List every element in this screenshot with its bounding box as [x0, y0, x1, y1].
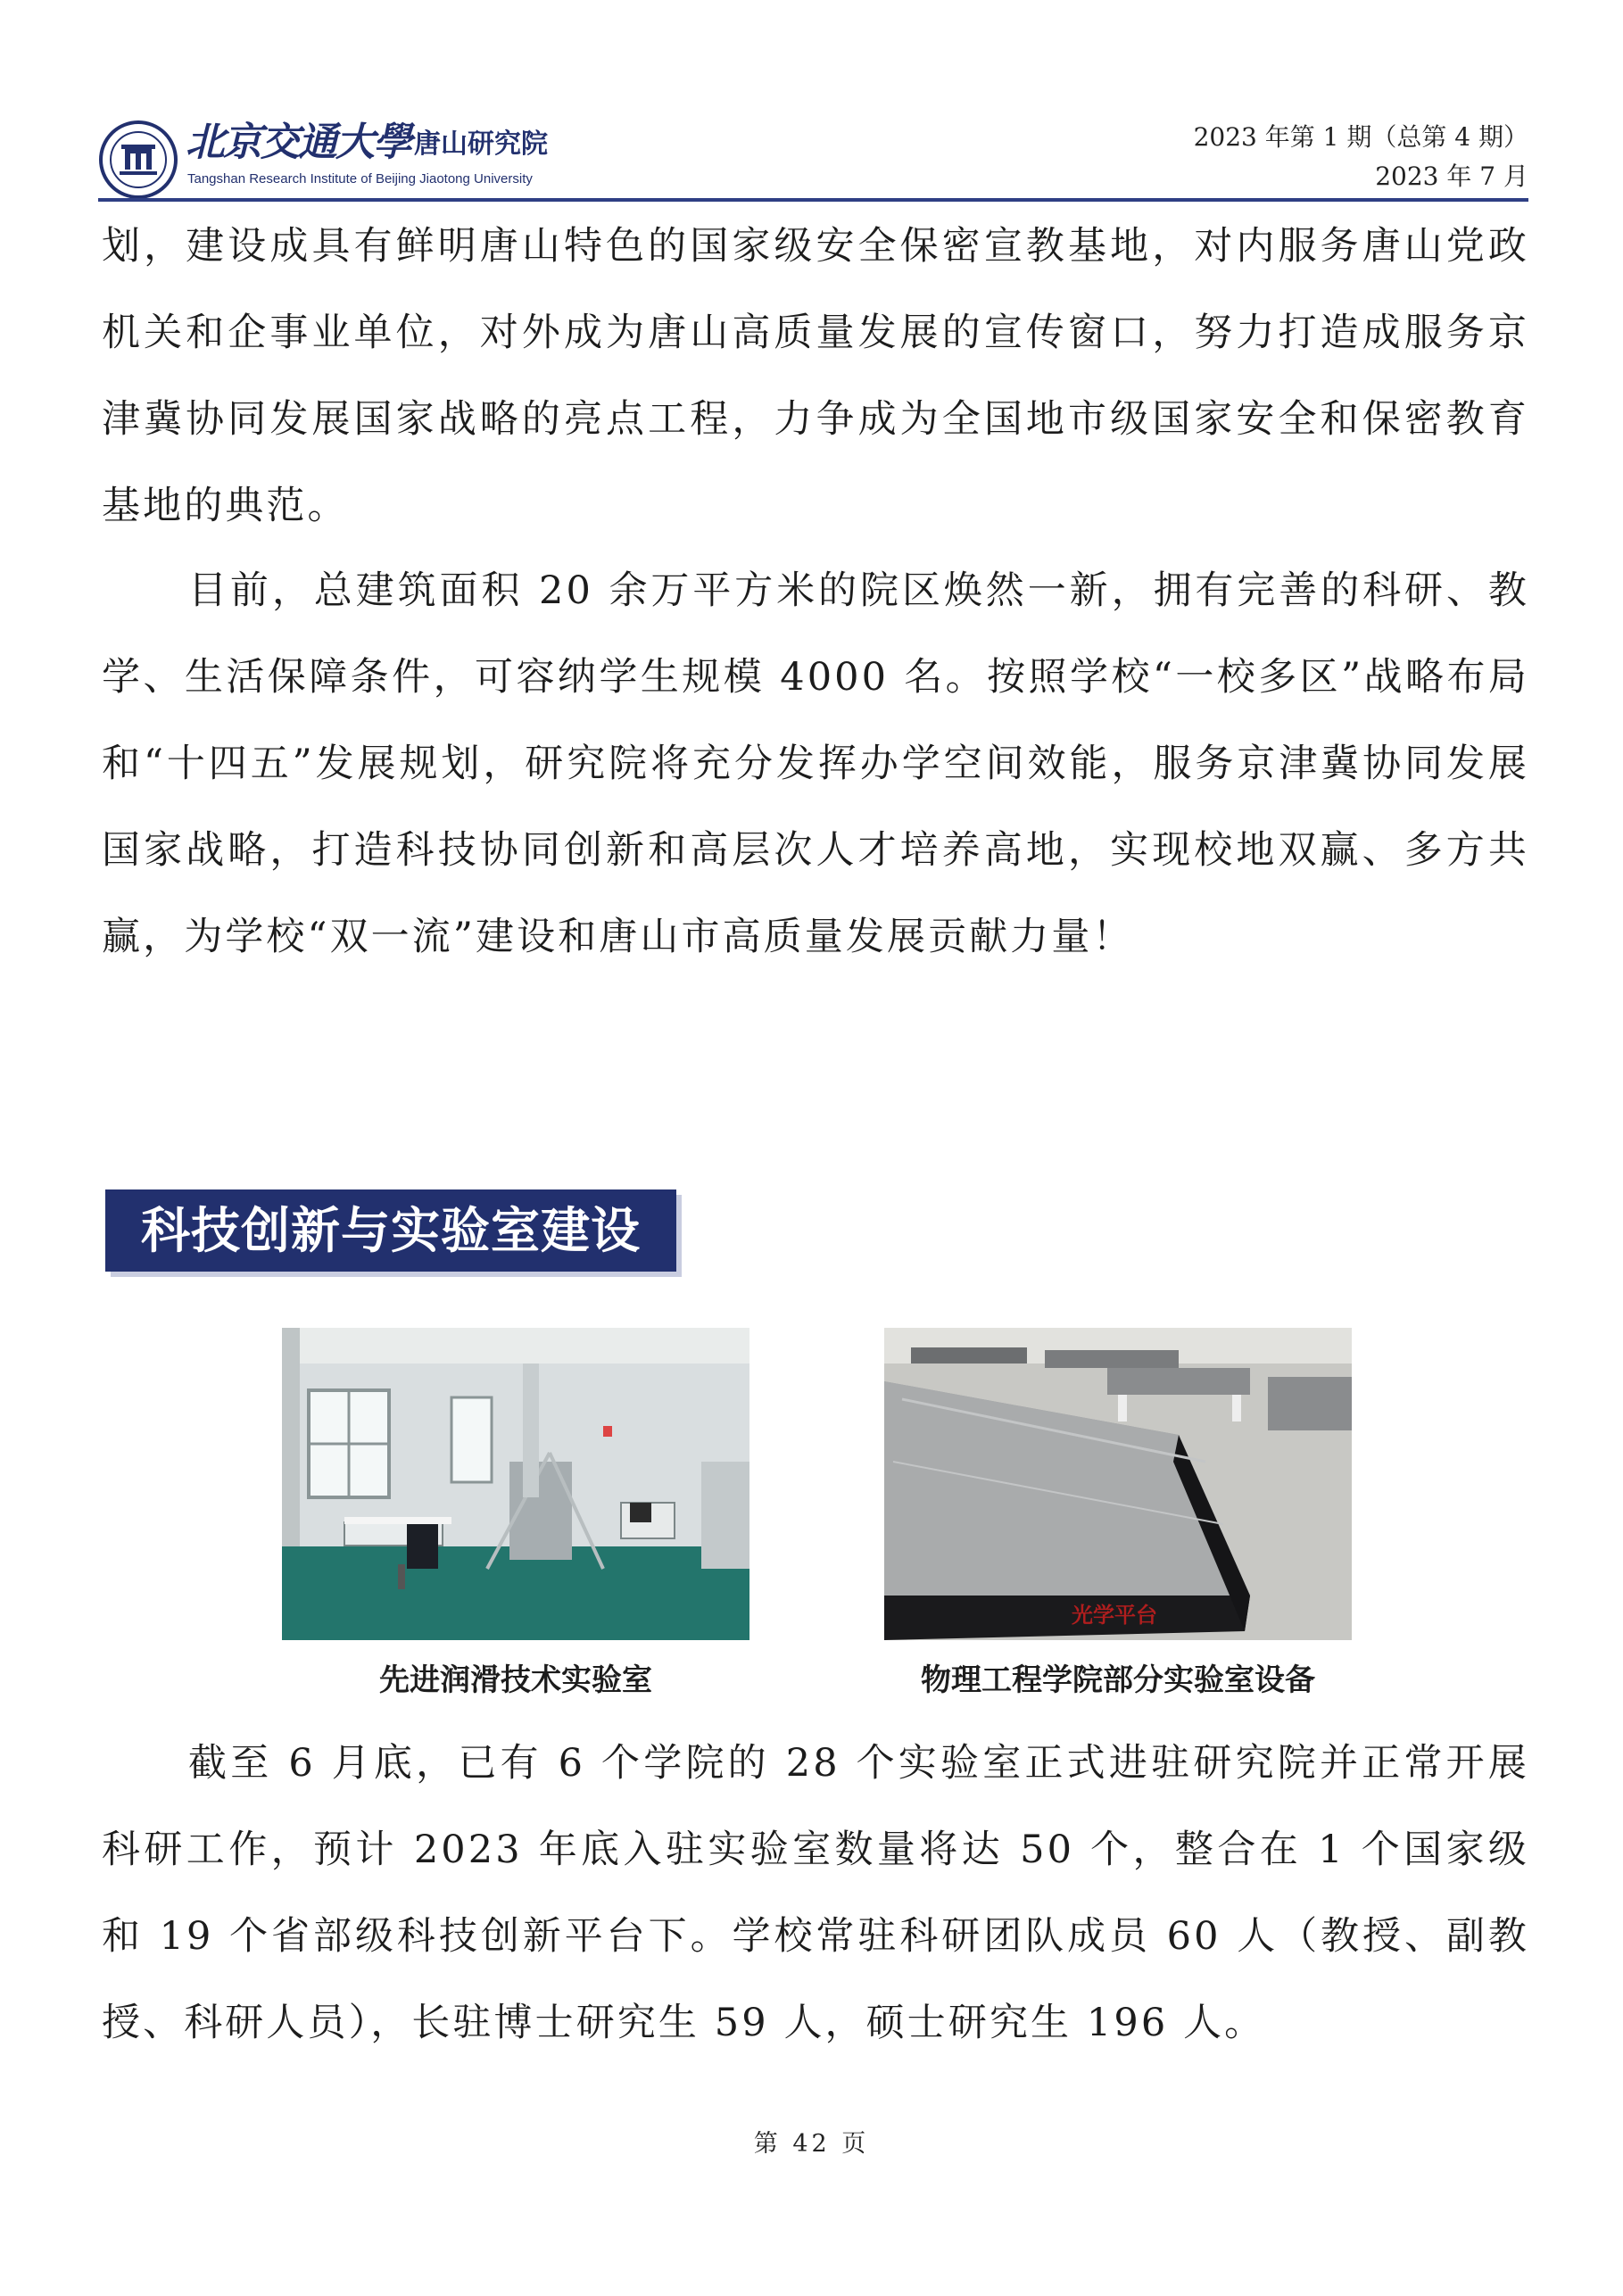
brand-block	[186, 116, 650, 196]
optical-platform-photo	[884, 1328, 1352, 1640]
lubrication-lab-photo	[282, 1328, 749, 1640]
page-number: 第 42 页	[753, 2130, 870, 2158]
brand-institute-name: 唐山研究院	[414, 128, 548, 160]
issue-number: 2023 年第 1 期（总第 4 期）	[1193, 122, 1528, 152]
header-divider	[98, 198, 1528, 202]
brand-university-name: 北京交通大學	[186, 120, 410, 165]
university-seal-icon	[98, 120, 178, 200]
section-heading: 科技创新与实验室建设	[105, 1189, 676, 1272]
optical-platform-label: 光学平台	[1072, 1603, 1157, 1628]
issue-date: 2023 年 7 月	[1375, 162, 1528, 191]
left-photo-caption: 先进润滑技术实验室	[379, 1662, 652, 1698]
paragraph-2: 目前，总建筑面积 20 余万平方米的院区焕然一新，拥有完善的科研、教学、生活保障条件，可容纳学生规模 4000 名。按照学校“一校多区”战略布局和“十四五”发展规划，研究院将充分发挥办学空间效能，服务京津冀协同发展国家战略，打造科技协同创新和高层次人才培养高地，实现校地双赢、多方共赢，为学校“双一流”建设和唐山市高质量发展贡献力量！	[102, 568, 1529, 959]
issue-info	[1194, 118, 1528, 196]
brand-english-name: Tangshan Research Institute of Beijing Jiaotong University	[187, 171, 533, 186]
paragraph-1: 划，建设成具有鲜明唐山特色的国家级安全保密宣教基地，对内服务唐山党政机关和企事业单位，对外成为唐山高质量发展的宣传窗口，努力打造成服务京津冀协同发展国家战略的亮点工程，力争成为全国地市级国家安全和保密教育基地的典范。	[102, 224, 1529, 528]
page-header	[98, 105, 1528, 198]
right-photo-caption: 物理工程学院部分实验室设备	[921, 1662, 1315, 1698]
paragraph-3: 截至 6 月底，已有 6 个学院的 28 个实验室正式进驻研究院并正常开展科研工作，预计 2023 年底入驻实验室数量将达 50 个，整合在 1 个国家级和 19 个省部级科技创新平台下。学校常驻科研团队成员 60 人（教授、副教授、科研人员），长驻博士研究生 59 人，硕士研究生 196 人。	[102, 1741, 1529, 2045]
